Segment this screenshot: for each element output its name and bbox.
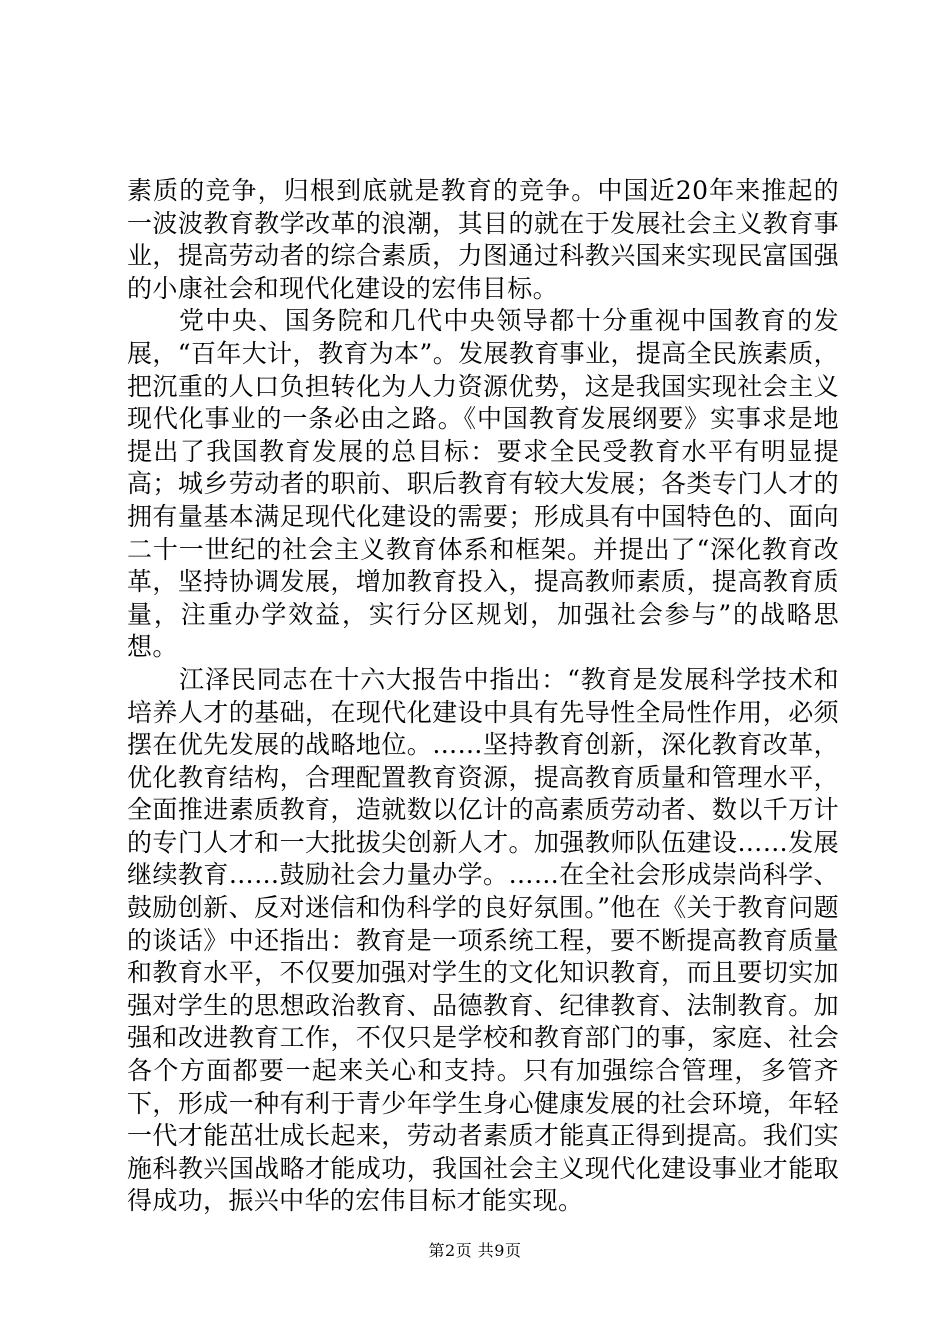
paragraph-1: 素质的竞争，归根到底就是教育的竞争。中国近20年来推起的一波波教育教学改革的浪潮，其目的就在于发展社会主义教育事业，提高劳动者的综合素质，力图通过科教兴国来实现民富国强的小康社会和现代化建设的宏伟目标。	[127, 176, 839, 303]
document-body	[127, 175, 839, 1218]
paragraph-3: 江泽民同志在十六大报告中指出：“教育是发展科学技术和培养人才的基础，在现代化建设中具有先导性全局性作用，必须摆在优先发展的战略地位。……坚持教育创新，深化教育改革，优化教育结构，合理配置教育资源，提高教育质量和管理水平，全面推进素质教育，造就数以亿计的高素质劳动者、数以千万计的专门人才和一大批拔尖创新人才。加强教师队伍建设……发展继续教育……鼓励社会力量办学。……在全社会形成崇尚科学、鼓励创新、反对迷信和伪科学的良好氛围。”他在《关于教育问题的谈话》中还指出：教育是一项系统工程，要不断提高教育质量和教育水平，不仅要加强对学生的文化知识教育，而且要切实加强对学生的思想政治教育、品德教育、纪律教育、法制教育。加强和改进教育工作，不仅只是学校和教育部门的事，家庭、社会各个方面都要一起来关心和支持。只有加强综合管理，多管齐下，形成一种有利于青少年学生身心健康发展的社会环境，年轻一代才能茁壮成长起来，劳动者素质才能真正得到提高。我们实施科教兴国战略才能成功，我国社会主义现代化建设事业才能取得成功，振兴中华的宏伟目标才能实现。	[127, 664, 839, 1216]
page-number-footer: 第2页 共9页	[428, 1241, 522, 1260]
paragraph-2: 党中央、国务院和几代中央领导都十分重视中国教育的发展，“百年大计，教育为本”。发展教育事业，提高全民族素质，把沉重的人口负担转化为人力资源优势，这是我国实现社会主义现代化事业的一条必由之路。《中国教育发展纲要》实事求是地提出了我国教育发展的总目标：要求全民受教育水平有明显提高；城乡劳动者的职前、职后教育有较大发展；各类专门人才的拥有量基本满足现代化建设的需要；形成具有中国特色的、面向二十一世纪的社会主义教育体系和框架。并提出了“深化教育改革，坚持协调发展，增加教育投入，提高教师素质，提高教育质量，注重办学效益，实行分区规划，加强社会参与”的战略思想。	[127, 306, 839, 662]
